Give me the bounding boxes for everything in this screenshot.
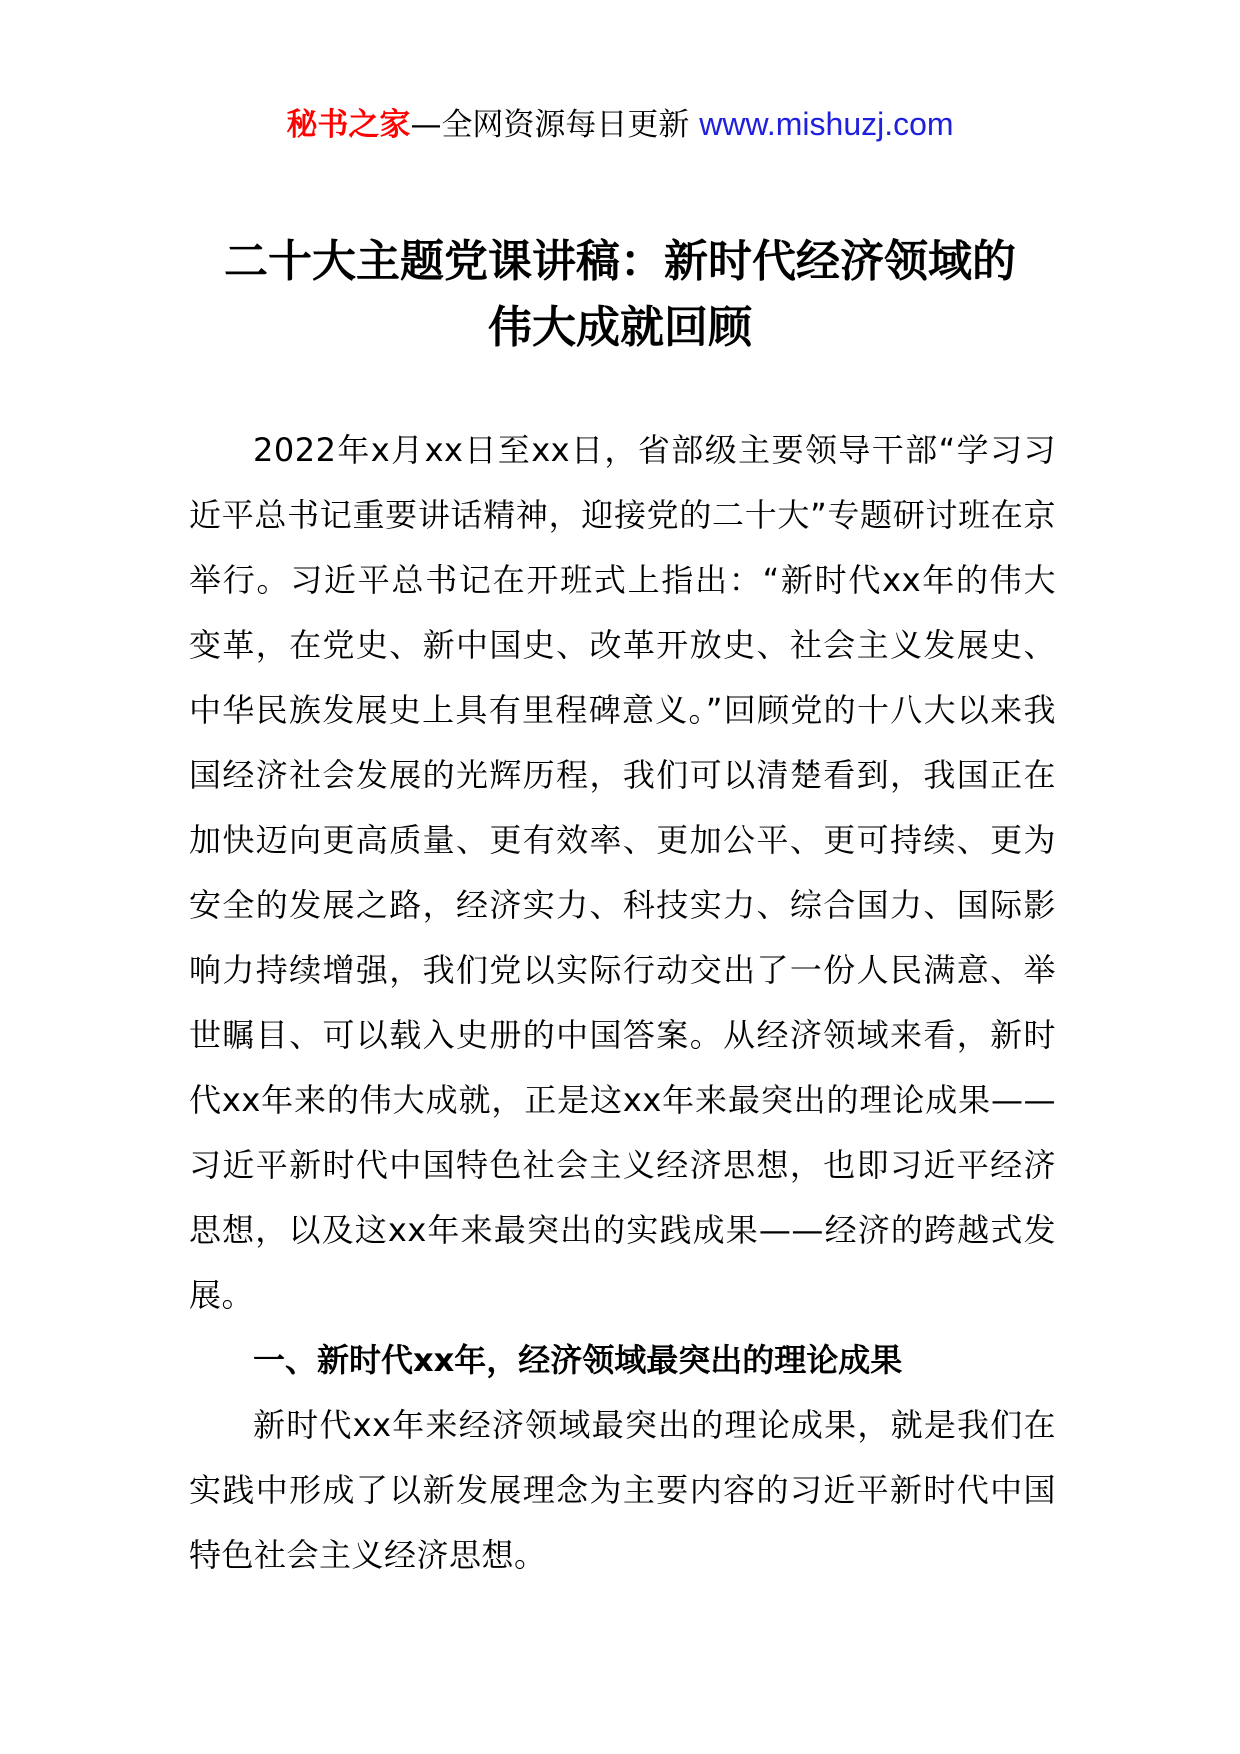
site-url-link[interactable]: www.mishuzj.com: [699, 106, 954, 142]
site-tagline: —全网资源每日更新: [410, 107, 700, 143]
body-paragraph: 2022年x月xx日至xx日，省部级主要领导干部“学习习近平总书记重要讲话精神，迎接党的二十大”专题研讨班在京举行。习近平总书记在开班式上指出：“新时代xx年的伟大变革，在党史、新中国史、改革开放史、社会主义发展史、中华民族发展史上具有里程碑意义。”回顾党的十八大以来我国经济社会发展的光辉历程，我们可以清楚看到，我国正在加快迈向更高质量、更有效率、更加公平、更可持续、更为安全的发展之路，经济实力、科技实力、综合国力、国际影响力持续增强，我们党以实际行动交出了一份人民满意、举世瞩目、可以载入史册的中国答案。从经济领域来看，新时代xx年来的伟大成就，正是这xx年来最突出的理论成果——习近平新时代中国特色社会主义经济思想，也即习近平经济思想，以及这xx年来最突出的实践成果——经济的跨越式发展。: [189, 431, 1056, 1314]
document-title: [150, 229, 1090, 361]
document-title-line-2: 伟大成就回顾: [488, 302, 752, 353]
site-brand: 秘书之家: [286, 107, 411, 143]
section-heading: 一、新时代xx年，经济领域最突出的理论成果: [253, 1341, 903, 1379]
document-body: [189, 418, 1056, 1588]
body-paragraph: 新时代xx年来经济领域最突出的理论成果，就是我们在实践中形成了以新发展理念为主要内容的习近平新时代中国特色社会主义经济思想。: [189, 1406, 1056, 1574]
document-title-line-1: 二十大主题党课讲稿：新时代经济领域的: [224, 236, 1016, 287]
site-header: [0, 100, 1240, 149]
